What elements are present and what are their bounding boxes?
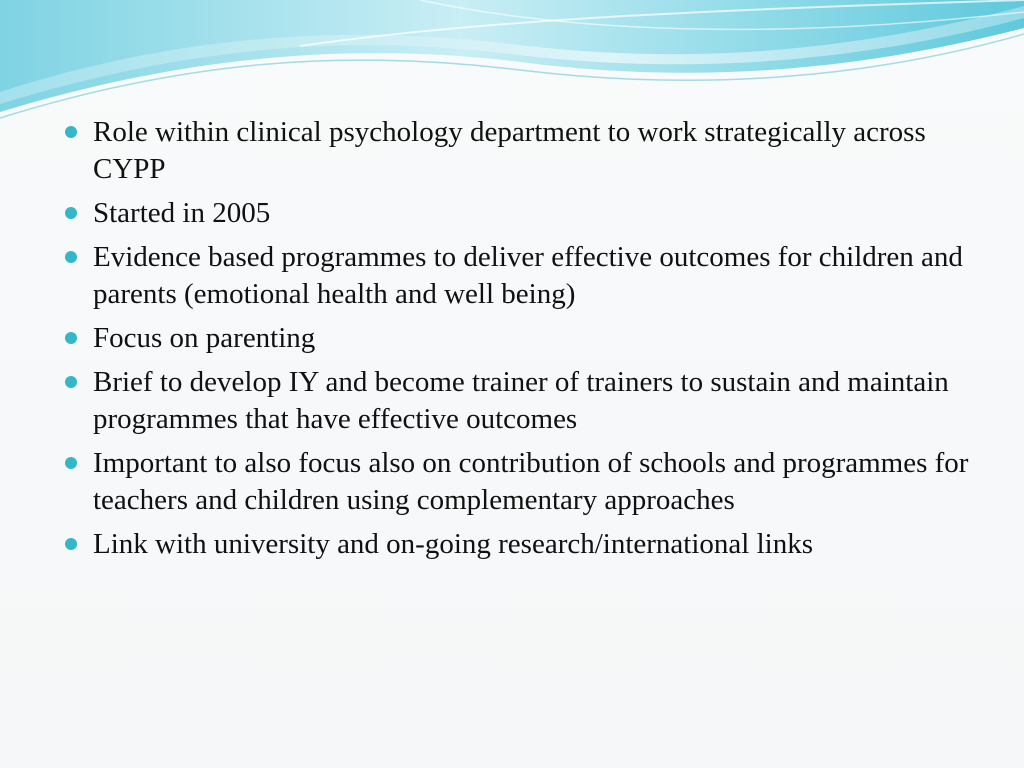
bullet-text: Link with university and on-going research/international links [93,528,814,560]
bullet-dot-icon [65,538,77,550]
wave-decoration [0,0,1024,130]
bullet-text: Role within clinical psychology department to work strategically across CYPP [93,116,926,185]
bullet-dot-icon [65,207,77,219]
bullet-text: Brief to develop IY and become trainer of trainers to sustain and maintain programmes that have effective outcomes [93,366,949,435]
bullet-dot-icon [65,251,77,263]
bullet-item [62,526,982,563]
bullet-dot-icon [65,126,77,138]
bullet-dot-icon [65,457,77,469]
bullet-dot-icon [65,376,77,388]
bullet-item [62,239,982,313]
bullet-text: Focus on parenting [93,322,316,354]
bullet-list [62,114,982,570]
bullet-item [62,364,982,438]
bullet-text: Started in 2005 [93,197,271,229]
bullet-item [62,195,982,232]
bullet-dot-icon [65,332,77,344]
bullet-item [62,320,982,357]
bullet-item [62,114,982,188]
bullet-item [62,445,982,519]
bullet-text: Evidence based programmes to deliver effective outcomes for children and parents (emotional health and well being) [93,241,963,310]
bullet-text: Important to also focus also on contribution of schools and programmes for teachers and children using complementary approaches [93,447,969,516]
